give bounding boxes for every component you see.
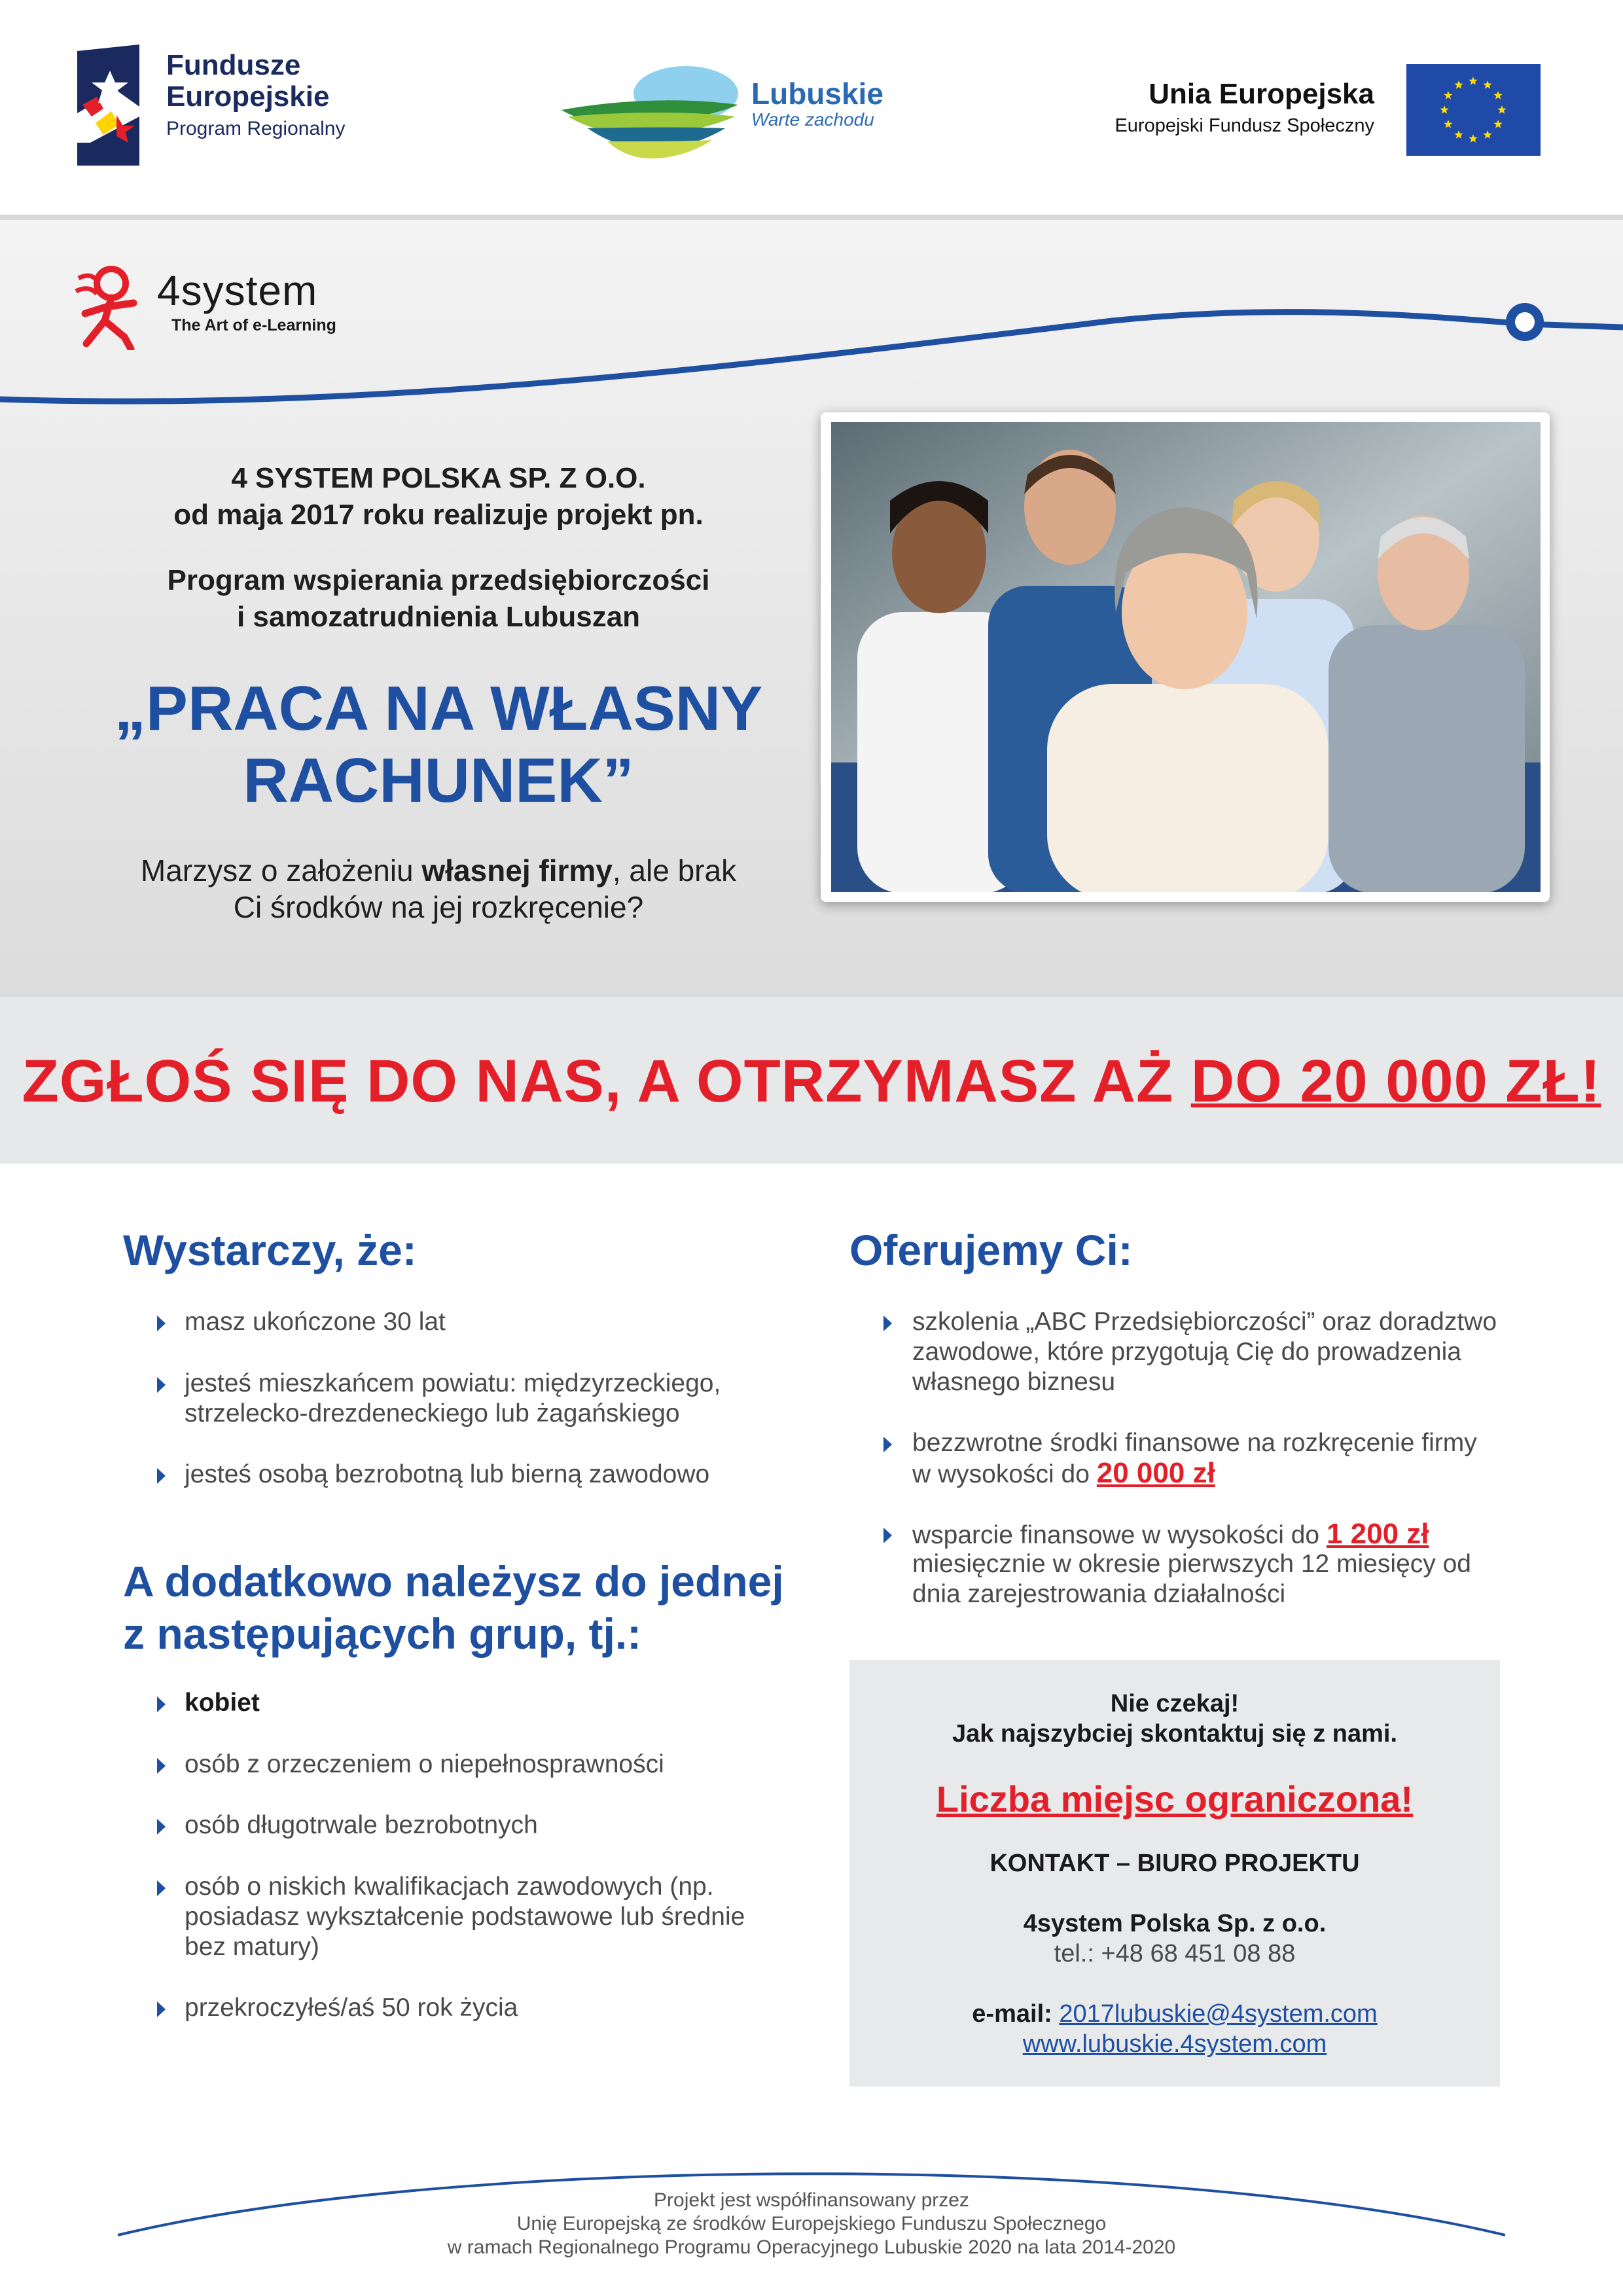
bullet-arrow-icon xyxy=(157,1758,166,1774)
offer-item: wsparcie finansowe w wysokości do 1 200 zł xyxy=(912,1518,1429,1550)
group-item: przekroczyłeś/aś 50 rok życia xyxy=(185,1994,518,2022)
requirement-item: masz ukończone 30 lat xyxy=(185,1308,446,1336)
unia-europejska-logo xyxy=(1080,64,1544,156)
groups-heading-line1: A dodatkowo należysz do jednej xyxy=(123,1557,784,1605)
offer-item: szkolenia „ABC Przedsiębiorczości” oraz doradztwo xyxy=(912,1308,1497,1336)
limited-places: Liczba miejsc ograniczona! xyxy=(936,1778,1414,1820)
fe-line3: Program Regionalny xyxy=(166,118,346,139)
requirement-item: jesteś osobą bezrobotną lub bierną zawodowo xyxy=(185,1460,710,1488)
bullet-arrow-icon xyxy=(157,1696,166,1712)
fundusze-europejskie-logo xyxy=(77,45,418,169)
fe-emblem-icon xyxy=(77,45,156,169)
hero-program-line1: Program wspierania przedsiębiorczości xyxy=(167,564,710,596)
group-item: osób z orzeczeniem o niepełnosprawności xyxy=(185,1750,664,1778)
monthly-amount: 1 200 zł xyxy=(1326,1518,1429,1550)
project-title-line1: „PRACA NA WŁASNY xyxy=(114,673,763,744)
lubuskie-landscape-icon xyxy=(562,64,745,162)
groups-heading-line2: z następujących grup, tj.: xyxy=(123,1609,642,1658)
contact-title: KONTAKT – BIURO PROJEKTU xyxy=(990,1850,1360,1877)
contact-phone[interactable]: tel.: +48 68 451 08 88 xyxy=(1054,1940,1296,1967)
grant-amount: 20 000 zł xyxy=(1096,1457,1215,1489)
bullet-arrow-icon xyxy=(157,2001,166,2017)
eu-flag-icon xyxy=(1406,64,1541,156)
offer-item-cont: zawodowe, które przygotują Cię do prowadzenia xyxy=(912,1338,1461,1366)
bullet-arrow-icon xyxy=(157,1819,166,1835)
team-photo xyxy=(831,422,1541,892)
group-item-cont: posiadasz wykształcenie podstawowe lub średnie xyxy=(185,1903,745,1931)
hero-question-line1: Marzysz o założeniu własnej firmy, ale brak xyxy=(140,853,737,888)
4system-logo xyxy=(72,265,373,350)
fe-line2: Europejskie xyxy=(166,81,330,113)
footer-line2: Unię Europejską ze środków Europejskiego Funduszu Społecznego xyxy=(516,2213,1107,2234)
contact-urge: Nie czekaj! xyxy=(1110,1690,1240,1717)
requirements-heading: Wystarczy, że: xyxy=(123,1226,417,1274)
offer-item: bezzwrotne środki finansowe na rozkręcenie firmy xyxy=(912,1429,1477,1457)
offer-item-cont: w wysokości do 20 000 zł xyxy=(912,1457,1215,1489)
lubuskie-tagline: Warte zachodu xyxy=(751,109,874,130)
offer-heading: Oferujemy Ci: xyxy=(849,1226,1133,1274)
hero-question-line2: Ci środków na jej rozkręcenie? xyxy=(233,890,644,924)
bullet-arrow-icon xyxy=(157,1377,166,1393)
hero-question-emphasis: własnej firmy xyxy=(421,853,613,888)
contact-www-line xyxy=(849,2030,1500,2058)
hero-company: 4 SYSTEM POLSKA SP. Z O.O. xyxy=(231,462,646,494)
bullet-arrow-icon xyxy=(883,1437,892,1452)
contact-email-line: e-mail: 2017lubuskie@4system.com xyxy=(972,2000,1378,2028)
bullet-arrow-icon xyxy=(157,1316,166,1331)
footer-line3: w ramach Regionalnego Programu Operacyjnego Lubuskie 2020 na lata 2014-2020 xyxy=(447,2236,1176,2258)
lubuskie-logo xyxy=(562,64,902,162)
lubuskie-name: Lubuskie xyxy=(751,77,883,111)
contact-company: 4system Polska Sp. z o.o. xyxy=(1023,1910,1327,1937)
email-link[interactable]: 2017lubuskie@4system.com xyxy=(1059,2000,1378,2028)
cta-banner-text: ZGŁOŚ SIĘ DO NAS, A OTRZYMASZ AŻ DO 20 000 ZŁ! xyxy=(22,1048,1601,1115)
bullet-arrow-icon xyxy=(883,1316,892,1331)
hero-program-line2: i samozatrudnienia Lubuszan xyxy=(236,601,641,633)
bullet-arrow-icon xyxy=(157,1468,166,1484)
footer-line1: Projekt jest współfinansowany przez xyxy=(654,2189,969,2211)
4system-figure-icon xyxy=(72,265,151,350)
group-item: osób o niskich kwalifikacjach zawodowych (np. xyxy=(185,1873,714,1901)
ue-line1: Unia Europejska xyxy=(1149,78,1374,110)
project-title-line2: RACHUNEK” xyxy=(243,745,634,816)
offer-item-cont: miesięcznie w okresie pierwszych 12 miesięcy od xyxy=(912,1550,1471,1578)
requirement-item: jesteś mieszkańcem powiatu: międzyrzeckiego, xyxy=(185,1369,721,1397)
group-item: kobiet xyxy=(185,1689,260,1717)
offer-item-cont: dnia zarejestrowania działalności xyxy=(912,1580,1286,1608)
requirement-item-cont: strzelecko-drezdeneckiego lub żagańskiego xyxy=(185,1399,680,1427)
bullet-arrow-icon xyxy=(883,1528,892,1543)
bullet-arrow-icon xyxy=(157,1880,166,1896)
hero-intro: od maja 2017 roku realizuje projekt pn. xyxy=(173,499,704,531)
ue-line2: Europejski Fundusz Społeczny xyxy=(1115,115,1374,136)
group-item: osób długotrwale bezrobotnych xyxy=(185,1811,538,1839)
offer-item-cont: własnego biznesu xyxy=(912,1368,1116,1396)
website-link[interactable]: www.lubuskie.4system.com xyxy=(1022,2030,1327,2058)
cta-amount: DO 20 000 ZŁ! xyxy=(1190,1048,1601,1115)
4system-tagline: The Art of e-Learning xyxy=(171,316,336,334)
fe-line1: Fundusze xyxy=(166,49,301,81)
group-item-cont: bez matury) xyxy=(185,1933,319,1961)
4system-name: 4system xyxy=(157,267,318,314)
hero-divider xyxy=(0,215,1623,220)
contact-urge-2: Jak najszybciej skontaktuj się z nami. xyxy=(952,1720,1398,1748)
